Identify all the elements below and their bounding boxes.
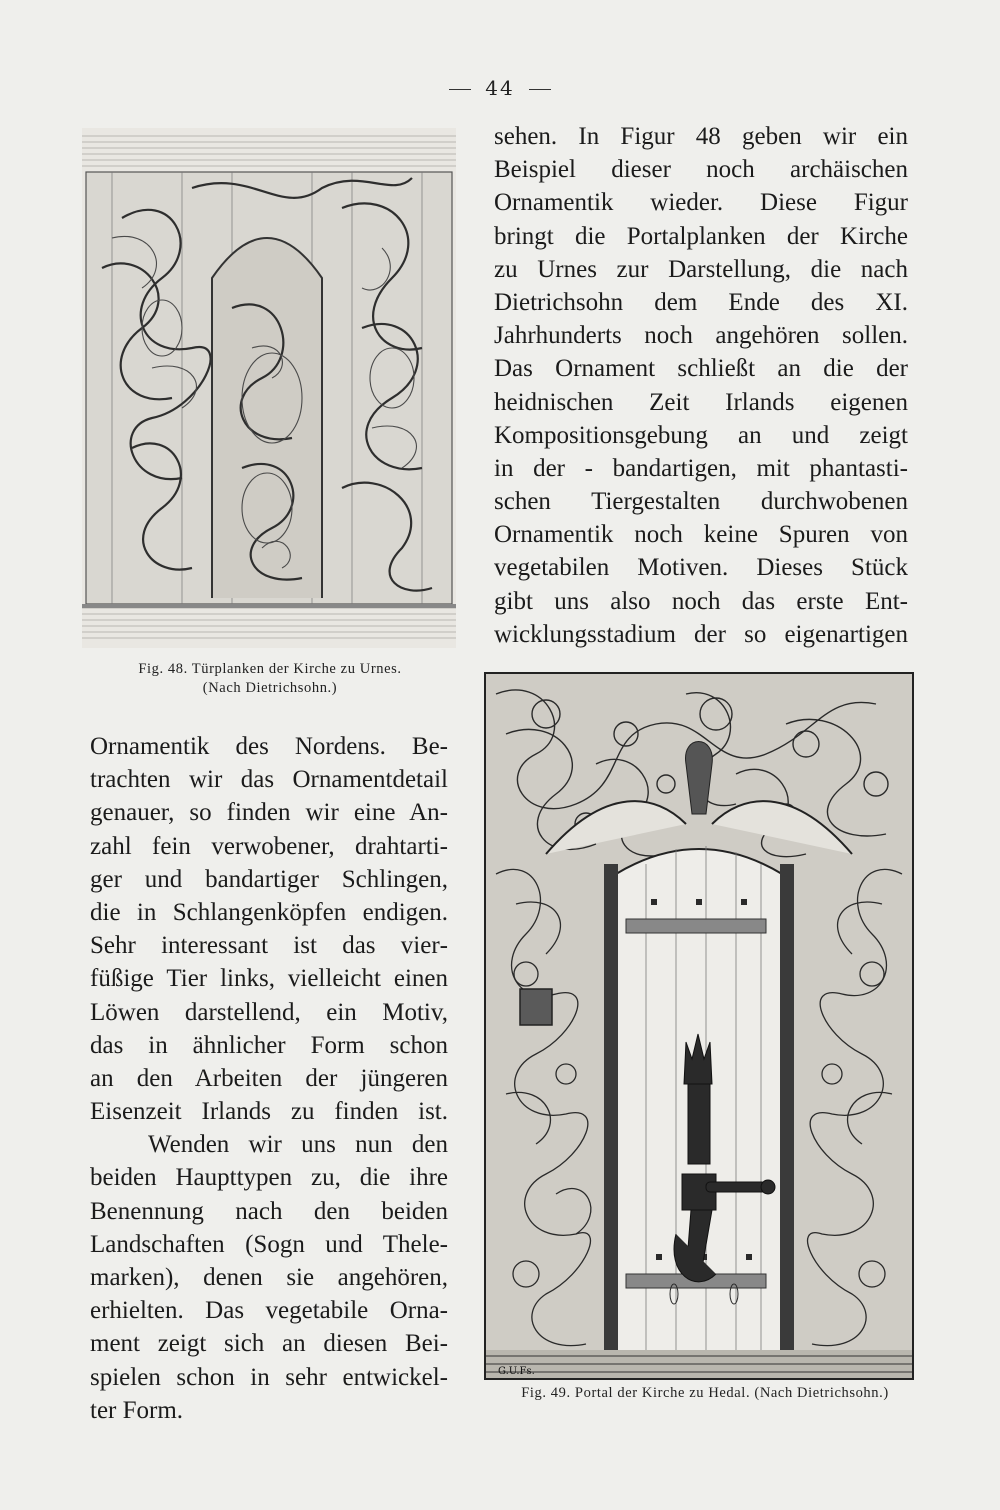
figure-49-caption: Fig. 49. Portal der Kirche zu Hedal. (Nach Dietrichsohn.) [521,1385,889,1401]
figure-49-image [484,672,914,1380]
right-text-line: in der - bandartigen, mit phantasti‑ [494,454,908,482]
left-text-line: trachten wir das Ornamentdetail [90,766,448,794]
right-text-line: wicklungsstadium der so eigenartigen [494,620,908,648]
left-text-line: an den Arbeiten der jüngeren [90,1064,448,1092]
left-text-line: Landschaften (Sogn und Thele‑ [90,1230,448,1258]
left-text-line: Sehr interessant ist das vier‑ [90,932,448,960]
left-text-line: ment zeigt sich an diesen Bei‑ [90,1330,448,1358]
right-text-line: Das Ornament schließt an die der [494,355,908,383]
left-text-line: erhielten. Das vegetabile Orna‑ [90,1297,448,1325]
right-text-line: Kompositionsgebung an und zeigt [494,421,908,449]
left-text-line: genauer, so finden wir eine An‑ [90,799,448,827]
left-text-line: füßige Tier links, vielleicht einen [90,965,448,993]
right-text-line: schen Tiergestalten durchwobenen [494,488,908,516]
right-text-line: Ornamentik noch keine Spuren von [494,521,908,549]
left-text-line: Löwen darstellend, ein Motiv, [90,998,448,1026]
left-text-line: Benennung nach den beiden [90,1197,448,1225]
left-text-line: Eisenzeit Irlands zu finden ist. [90,1098,448,1126]
figure-48-caption-line1: Fig. 48. Türplanken der Kirche zu Urnes. [138,661,402,677]
left-text-line: spielen schon in sehr entwickel‑ [90,1363,448,1391]
right-text-line: Dietrichsohn dem Ende des XI. [494,288,908,316]
page-number-dash-right [529,89,551,90]
left-text-line: ter Form. [90,1396,184,1424]
page-number-dash-left [449,89,471,90]
right-text-line: gibt uns also noch das erste Ent‑ [494,587,908,615]
right-text-line: zu Urnes zur Darstellung, die nach [494,255,908,283]
right-text-line: vegetabilen Motiven. Dieses Stück [494,554,908,582]
right-text-line: Jahrhunderts noch angehören sollen. [494,322,908,350]
figure-48-caption [100,660,440,698]
right-text-column [494,120,908,651]
left-text-line: beiden Haupttypen zu, die ihre [90,1164,448,1192]
left-text-line: Wenden wir uns nun den [148,1131,448,1159]
left-text-column [90,730,448,1427]
right-text-line: bringt die Portalplanken der Kirche [494,222,908,250]
right-text-line: sehen. In Figur 48 geben wir ein [494,123,908,150]
page-number-text: 44 [485,76,515,100]
right-text-line: Beispiel dieser noch archäischen [494,156,908,184]
left-text-line: ger und bandartiger Schlingen, [90,865,448,893]
left-text-line: marken), denen sie angehören, [90,1264,448,1291]
figure-48-image [82,128,456,648]
left-text-line: die in Schlangenköpfen endigen. [90,898,448,926]
left-text-line: das in ähnlicher Form schon [90,1031,448,1059]
figure-48-caption-line2: (Nach Dietrichsohn.) [202,680,338,696]
left-text-line: zahl fein verwobener, drahtarti‑ [90,832,448,860]
right-text-line: Ornamentik wieder. Diese Figur [494,189,908,217]
left-text-line: Ornamentik des Nordens. Be‑ [90,733,448,760]
page-number [0,76,1000,100]
right-text-line: heidnischen Zeit Irlands eigenen [494,388,908,416]
figure-49-signature: G.U.Fs. [498,1366,535,1377]
